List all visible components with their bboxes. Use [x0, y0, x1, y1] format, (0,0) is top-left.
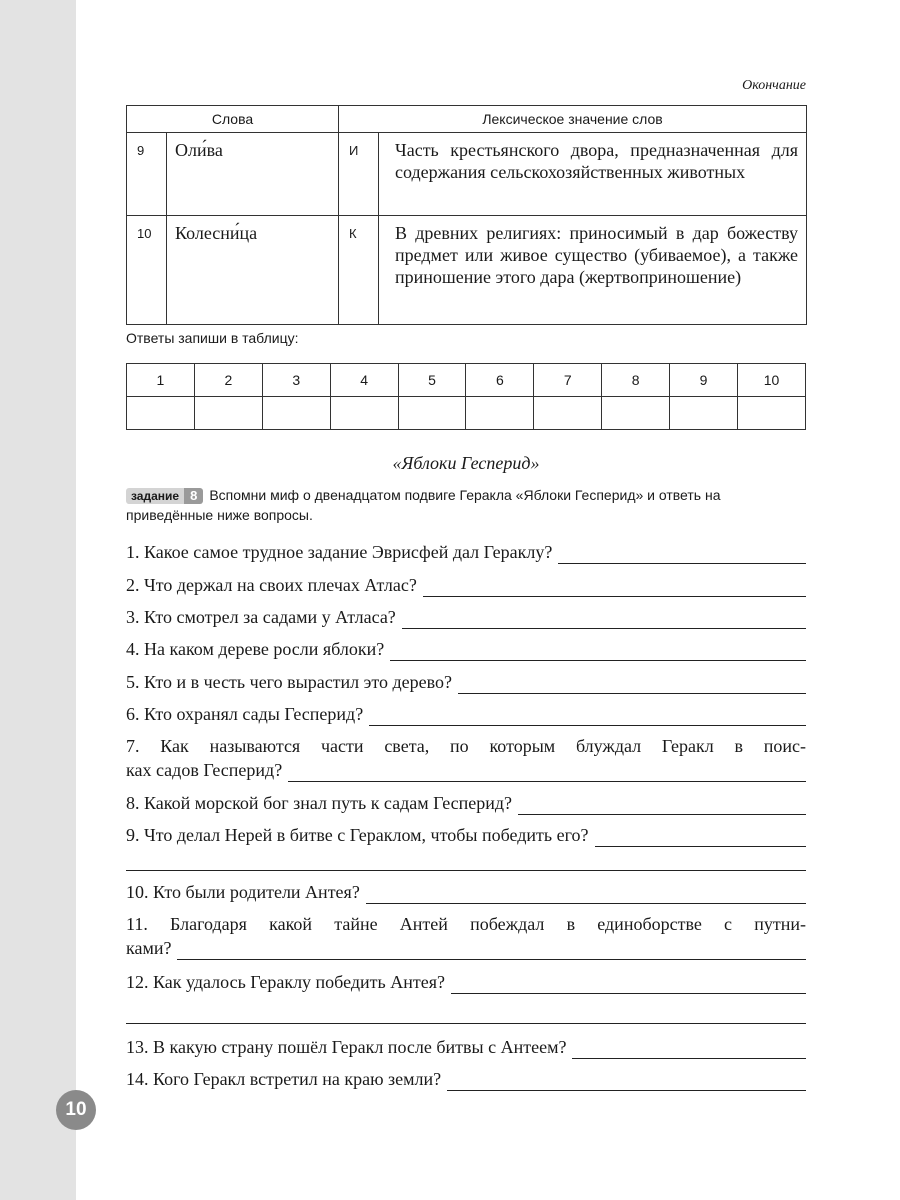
question-text: 14. Кого Геракл встретил на краю земли?	[126, 1069, 442, 1089]
answer-number: 6	[466, 364, 534, 397]
answer-cell[interactable]	[262, 397, 330, 430]
question-9	[126, 823, 806, 847]
answer-number: 7	[534, 364, 602, 397]
task-badge-number: 8	[184, 488, 203, 504]
question-1	[126, 540, 806, 564]
answer-number: 3	[262, 364, 330, 397]
question-text: 13. В какую страну пошёл Геракл после битвы с Антеем?	[126, 1037, 567, 1057]
meaning-cell: В древних религиях: приносимый в дар божеству предмет или живое существо (убиваемое), а также приношение этого дара (жертвоприношение)	[379, 216, 807, 325]
meaning-cell: Часть крестьянского двора, предназначенная для содержания сельскохозяйственных животных	[379, 133, 807, 216]
question-text: 1. Какое самое трудное задание Эврисфей дал Гераклу?	[126, 542, 553, 562]
vocabulary-table-header	[127, 106, 807, 133]
answer-number: 9	[670, 364, 738, 397]
page-margin-strip	[0, 0, 76, 1200]
answer-line[interactable]	[366, 885, 806, 904]
page-number-badge: 10	[56, 1090, 96, 1130]
answer-number: 4	[330, 364, 398, 397]
answer-cell[interactable]	[670, 397, 738, 430]
task-badge	[126, 488, 203, 504]
task-text: Вспомни миф о двенадцатом подвиге Геракла «Яблоки Гесперид» и ответь на приведённые ниже вопросы.	[126, 487, 721, 523]
answers-instruction: Ответы запиши в таблицу:	[126, 330, 299, 346]
column-header-meaning: Лексическое значение слов	[339, 106, 807, 133]
table-row	[127, 216, 807, 325]
question-text: 8. Какой морской бог знал путь к садам Гесперид?	[126, 793, 513, 813]
answer-cell[interactable]	[602, 397, 670, 430]
table-row	[127, 133, 807, 216]
question-text: ках садов Гесперид?	[126, 760, 283, 780]
answers-numbers-row	[127, 364, 806, 397]
answer-number: 2	[194, 364, 262, 397]
answers-table	[126, 363, 806, 430]
question-text: 10. Кто были родители Антея?	[126, 882, 360, 902]
question-text: 6. Кто охранял сады Гесперид?	[126, 704, 364, 724]
question-6	[126, 702, 806, 726]
answer-line[interactable]	[126, 1023, 806, 1024]
word-cell: Колесни́ца	[167, 216, 339, 325]
question-2	[126, 573, 806, 597]
question-text: 11. Благодаря какой тайне Антей побеждал в единоборстве с путни-	[126, 914, 806, 934]
question-8	[126, 791, 806, 815]
column-header-words: Слова	[127, 106, 339, 133]
question-11	[126, 912, 806, 960]
row-number: 10	[127, 216, 167, 325]
question-13	[126, 1035, 806, 1059]
answer-cell[interactable]	[466, 397, 534, 430]
answer-cell[interactable]	[534, 397, 602, 430]
answer-line[interactable]	[558, 545, 806, 564]
answer-cell[interactable]	[330, 397, 398, 430]
question-3	[126, 605, 806, 629]
section-title: «Яблоки Гесперид»	[392, 453, 540, 473]
row-number: 9	[127, 133, 167, 216]
question-text: 7. Как называются части света, по которым блуждал Геракл в поис-	[126, 736, 806, 756]
answer-line[interactable]	[177, 941, 806, 960]
question-4	[126, 637, 806, 661]
answer-line[interactable]	[451, 975, 806, 994]
answer-number: 5	[398, 364, 466, 397]
answer-line[interactable]	[458, 675, 806, 694]
question-10	[126, 880, 806, 904]
question-12	[126, 970, 806, 994]
continuation-label: Окончание	[742, 78, 806, 93]
question-text: ками?	[126, 938, 172, 958]
answer-cell[interactable]	[194, 397, 262, 430]
question-text: 9. Что делал Нерей в битве с Гераклом, чтобы победить его?	[126, 825, 589, 845]
vocabulary-table	[126, 105, 807, 325]
question-14	[126, 1067, 806, 1091]
answer-cell[interactable]	[398, 397, 466, 430]
answer-line[interactable]	[390, 642, 806, 661]
letter-cell: К	[339, 216, 379, 325]
question-text: 2. Что держал на своих плечах Атлас?	[126, 575, 417, 595]
task-badge-label: задание	[126, 488, 184, 504]
answer-number: 10	[738, 364, 806, 397]
task-instruction	[126, 485, 806, 525]
answer-line[interactable]	[447, 1072, 806, 1091]
question-text: 4. На каком дереве росли яблоки?	[126, 639, 385, 659]
answer-line[interactable]	[518, 796, 806, 815]
answer-line[interactable]	[595, 828, 806, 847]
answer-line[interactable]	[402, 610, 806, 629]
answer-cell[interactable]	[738, 397, 806, 430]
answer-number: 1	[127, 364, 195, 397]
answers-input-row	[127, 397, 806, 430]
answer-number: 8	[602, 364, 670, 397]
answer-line[interactable]	[288, 763, 806, 782]
question-text: 12. Как удалось Гераклу победить Антея?	[126, 972, 445, 992]
word-cell: Оли́ва	[167, 133, 339, 216]
answer-cell[interactable]	[127, 397, 195, 430]
answer-line[interactable]	[369, 707, 806, 726]
question-text: 3. Кто смотрел за садами у Атласа?	[126, 607, 396, 627]
question-7	[126, 734, 806, 782]
letter-cell: И	[339, 133, 379, 216]
answer-line[interactable]	[572, 1040, 806, 1059]
answer-line[interactable]	[423, 578, 806, 597]
answer-line[interactable]	[126, 870, 806, 871]
question-text: 5. Кто и в честь чего вырастил это дерево?	[126, 672, 453, 692]
question-5	[126, 670, 806, 694]
